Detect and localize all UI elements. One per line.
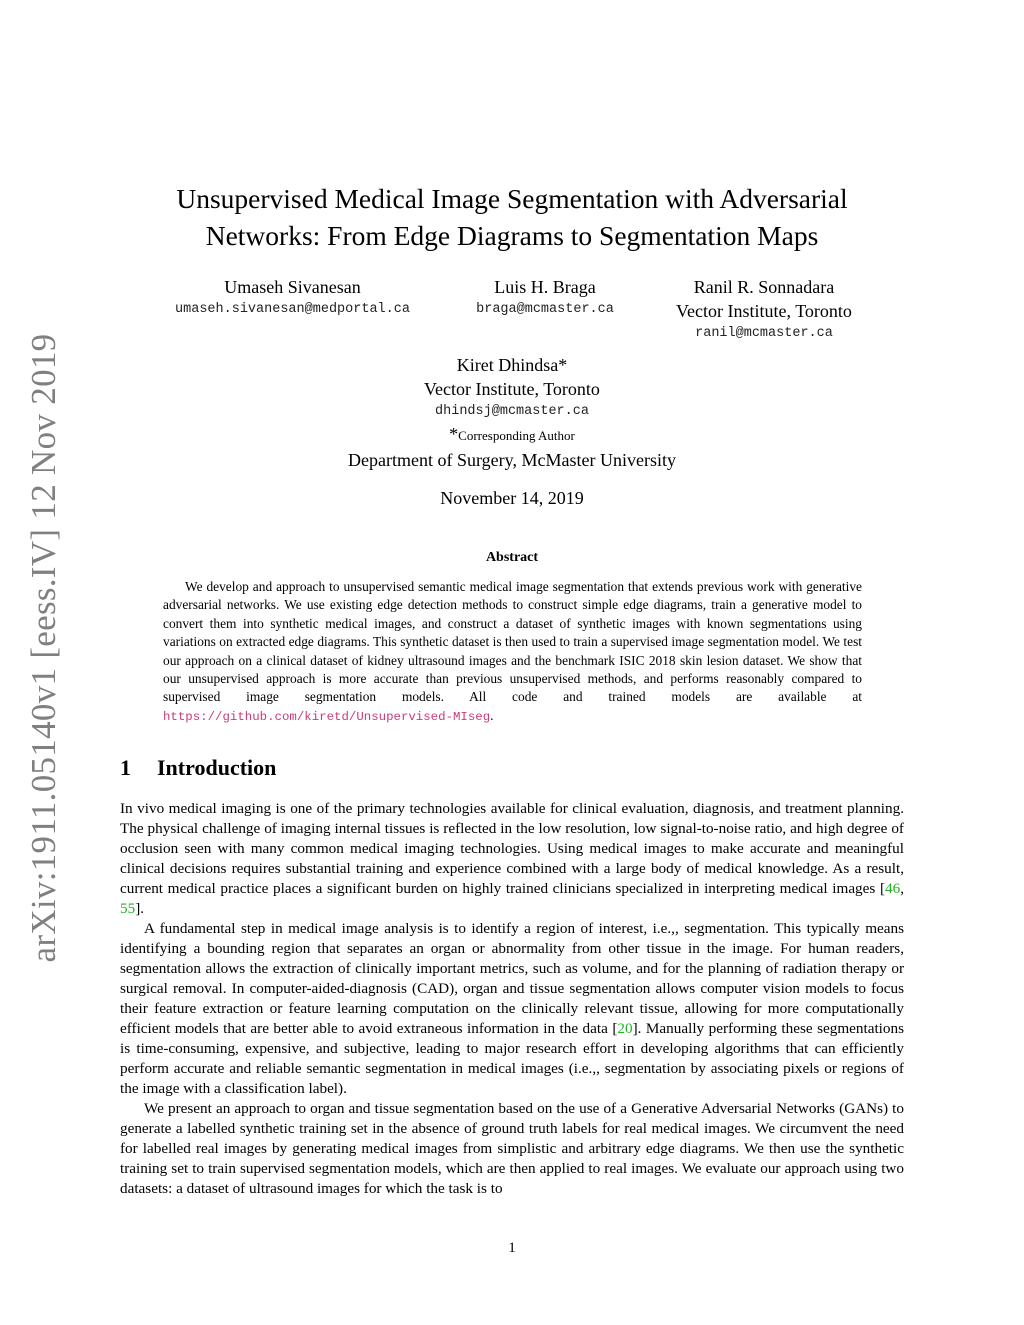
arxiv-stamp: arXiv:1911.05140v1 [eess.IV] 12 Nov 2019 bbox=[24, 333, 63, 963]
author-affiliation: Vector Institute, Toronto bbox=[424, 379, 600, 399]
paragraph-2 bbox=[120, 919, 904, 1099]
corresponding-star: * bbox=[449, 424, 459, 444]
department: Department of Surgery, McMaster University bbox=[348, 450, 676, 470]
abstract-heading: Abstract bbox=[485, 550, 539, 565]
citation-separator: , bbox=[900, 880, 904, 897]
author-email[interactable]: ranil@mcmaster.ca bbox=[695, 326, 833, 341]
section-heading bbox=[120, 755, 276, 781]
author-name: Kiret Dhindsa* bbox=[456, 355, 568, 375]
code-link[interactable]: https://github.com/kiretd/Unsupervised-MIseg bbox=[163, 709, 491, 724]
author-name: Luis H. Braga bbox=[494, 277, 596, 297]
corresponding-note bbox=[312, 423, 712, 447]
author-name: Umaseh Sivanesan bbox=[224, 277, 361, 297]
author-block-3 bbox=[654, 275, 874, 345]
author-block-1 bbox=[140, 275, 445, 321]
author-affiliation: Vector Institute, Toronto bbox=[676, 301, 852, 321]
author-name: Ranil R. Sonnadara bbox=[693, 277, 835, 297]
section-title: Introduction bbox=[157, 755, 277, 780]
page-number: 1 bbox=[508, 1240, 516, 1256]
citation-link[interactable]: 20 bbox=[617, 1020, 633, 1037]
abstract-end: . bbox=[490, 707, 494, 723]
citation-link[interactable]: 55 bbox=[120, 900, 136, 917]
abstract-body bbox=[163, 578, 862, 726]
author-email[interactable]: braga@mcmaster.ca bbox=[476, 302, 614, 317]
section-number: 1 bbox=[120, 755, 131, 780]
paragraph-text: A fundamental step in medical image analysis is to identify a region of interest, i.e.,, segmentation. This typically means identifying a bounding region that separates an organ or abnormality from other tissue in the image. For human readers, segmentation allows the extraction of clinically important metrics, such as volume, and for the planning of radiation therapy or surgical removal. In computer-aided-diagnosis (CAD), organ and tissue segmentation allows computer vision models to focus their feature extraction or feature learning computation on the clinically relevant tissue, allowing for more computationally efficient models that are better able to avoid extraneous information in the data [ bbox=[120, 920, 904, 1037]
author-block-2 bbox=[445, 275, 645, 321]
author-block-4 bbox=[312, 353, 712, 447]
paragraph-text: In vivo medical imaging is one of the primary technologies available for clinical evaluation, diagnosis, and treatment planning. The physical challenge of imaging internal tissues is reflected in the low resolution, low signal-to-noise ratio, and high degree of occlusion seen with many common medical imaging technologies. Using medical images to make accurate and meaningful clinical decisions requires substantial training and experience combined with a large body of medical knowledge. As a result, current medical practice places a significant burden on highly trained clinicians specialized in interpreting medical images [ bbox=[120, 800, 904, 897]
author-email[interactable]: dhindsj@mcmaster.ca bbox=[435, 404, 589, 419]
introduction-body bbox=[120, 799, 904, 1199]
author-email[interactable]: umaseh.sivanesan@medportal.ca bbox=[175, 302, 410, 317]
paragraph-end: ]. bbox=[135, 900, 145, 917]
paper-date: November 14, 2019 bbox=[440, 488, 584, 508]
paragraph-1 bbox=[120, 799, 904, 919]
paragraph-text: ]. Manually performing these segmentations is time-consuming, expensive, and subjective, leading to major research effort in developing algorithms that can efficiently perform accurate and reliable semantic segmentation in medical images (i.e.,, segmentation by associating pixels or regions of the image with a classification label). bbox=[120, 1020, 904, 1097]
paper-title bbox=[120, 180, 904, 254]
abstract-text: We develop and approach to unsupervised semantic medical image segmentation that extends previous work with generative adversarial networks. We use existing edge detection methods to construct simple edge diagrams, train a generative model to convert them into synthetic medical images, and construct a dataset of synthetic images with known segmentations using variations on extracted edge diagrams. This synthetic dataset is then used to train a supervised image segmentation model. We test our approach on a clinical dataset of kidney ultrasound images and the benchmark ISIC 2018 skin lesion dataset. We show that our unsupervised approach is more accurate than previous unsupervised methods, and performs reasonably compared to supervised image segmentation models. All code and trained models are available at bbox=[163, 579, 862, 705]
paragraph-3 bbox=[120, 1099, 904, 1199]
title-line-1: Unsupervised Medical Image Segmentation with Adversarial bbox=[176, 183, 848, 214]
corresponding-label: Corresponding Author bbox=[458, 428, 575, 443]
title-line-2: Networks: From Edge Diagrams to Segmentation Maps bbox=[205, 220, 819, 251]
citation-link[interactable]: 46 bbox=[885, 880, 901, 897]
paragraph-text: We present an approach to organ and tissue segmentation based on the use of a Generative Adversarial Networks (GANs) to generate a labelled synthetic training set in the absence of ground truth labels for real medical images. We circumvent the need for labelled real images by generating medical images from simplistic and arbitrary edge diagrams. We then use the synthetic training set to train supervised segmentation models, which are then applied to real images. We evaluate our approach using two datasets: a dataset of ultrasound images for which the task is to bbox=[120, 1100, 904, 1197]
